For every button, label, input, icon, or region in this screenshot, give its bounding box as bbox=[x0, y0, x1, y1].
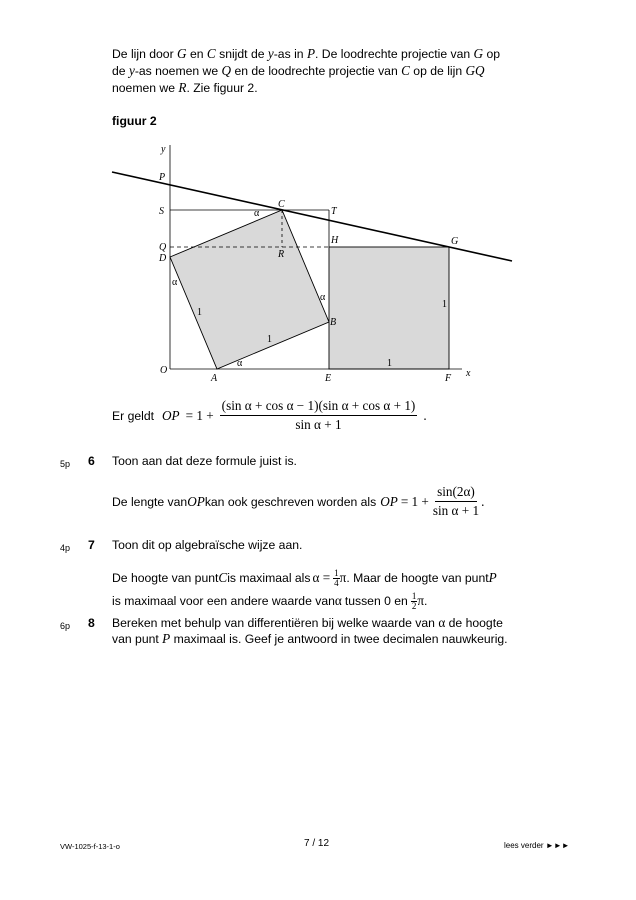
figure-2-diagram bbox=[0, 0, 636, 390]
line-pcg bbox=[112, 172, 512, 261]
label-alpha-c: α bbox=[254, 208, 260, 219]
label-y: y bbox=[161, 144, 166, 155]
label-a: A bbox=[211, 373, 218, 384]
q7-number: 7 bbox=[88, 538, 95, 552]
label-one-bottom-tilted: 1 bbox=[267, 334, 272, 345]
q8-line-2: van punt P maximaal is. Geef je antwoord in twee decimalen nauwkeurig. bbox=[112, 631, 508, 646]
intro-line-3: noemen we R. Zie figuur 2. bbox=[112, 80, 258, 95]
label-r: R bbox=[278, 249, 285, 260]
label-c: C bbox=[278, 199, 285, 210]
label-f: F bbox=[445, 373, 452, 384]
formula-2-fraction: $\frac{\sin(2\alpha)}{\text{sin α + 1}}$ bbox=[432, 484, 480, 518]
label-one-bottom: 1 bbox=[387, 358, 392, 369]
label-q: Q bbox=[159, 242, 167, 253]
q6-points: 5p bbox=[60, 459, 71, 469]
q8-points: 6p bbox=[60, 621, 71, 631]
right-square bbox=[329, 247, 449, 369]
q8-number: 8 bbox=[88, 616, 95, 630]
label-d: D bbox=[159, 253, 167, 264]
footer-next-page: lees verder ►►► bbox=[504, 841, 570, 850]
label-g: G bbox=[451, 236, 459, 247]
q7-points: 4p bbox=[60, 543, 71, 553]
intro-line-2: de y-as noemen we Q en de loodrechte projectie van C op de lijn GQ bbox=[112, 63, 485, 78]
label-b: B bbox=[330, 317, 337, 328]
label-h: H bbox=[331, 235, 339, 246]
footer-code: VW-1025-f-13-1-o bbox=[60, 842, 120, 851]
label-alpha-a: α bbox=[237, 358, 243, 369]
formula-1-fraction: $\frac{\text{(sin α + cos α − 1)(sin α + cos α + 1)}}{\text{sin α + 1}}$ bbox=[221, 398, 416, 432]
label-alpha-b: α bbox=[320, 292, 326, 303]
label-o: O bbox=[160, 365, 168, 376]
q8-line-1: Bereken met behulp van differentiëren bij welke waarde van α de hoogte bbox=[112, 615, 503, 630]
context-8-line-1: De hoogte van punt C is maximaal als α = $\frac{1}{4}$ π . Maar de hoogte van punt P bbox=[112, 567, 497, 588]
context-8-line-2: is maximaal voor een andere waarde van α tussen 0 en 1 2 π . bbox=[112, 590, 428, 611]
figure-caption: figuur 2 bbox=[112, 114, 157, 128]
label-x: x bbox=[466, 368, 471, 379]
label-one-left: 1 bbox=[197, 307, 202, 318]
label-p: P bbox=[159, 172, 166, 183]
footer-page-number: 7 / 12 bbox=[304, 838, 330, 849]
q6-text: Toon aan dat deze formule juist is. bbox=[112, 454, 297, 468]
formula-2: De lengte van OP kan ook geschreven worden als OP = 1 + $\frac{\sin(2\alpha)}{\text{sin α + 1}}$ . bbox=[112, 484, 485, 518]
label-alpha-d: α bbox=[172, 277, 178, 288]
q7-text: Toon dit op algebraïsche wijze aan. bbox=[112, 538, 303, 552]
label-one-right: 1 bbox=[442, 299, 447, 310]
tilted-square bbox=[170, 210, 329, 369]
q6-number: 6 bbox=[88, 454, 95, 468]
intro-line-1: De lijn door G en C snijdt de y-as in P. De loodrechte projectie van G op bbox=[112, 46, 501, 61]
formula-1: Er geldt OP = 1 + $\frac{\text{(sin α + cos α − 1)(sin α + cos α + 1)}}{\text{sin α + 1}}$ . bbox=[112, 398, 427, 432]
label-t: T bbox=[331, 206, 337, 217]
label-e: E bbox=[325, 373, 332, 384]
label-s: S bbox=[159, 206, 164, 217]
